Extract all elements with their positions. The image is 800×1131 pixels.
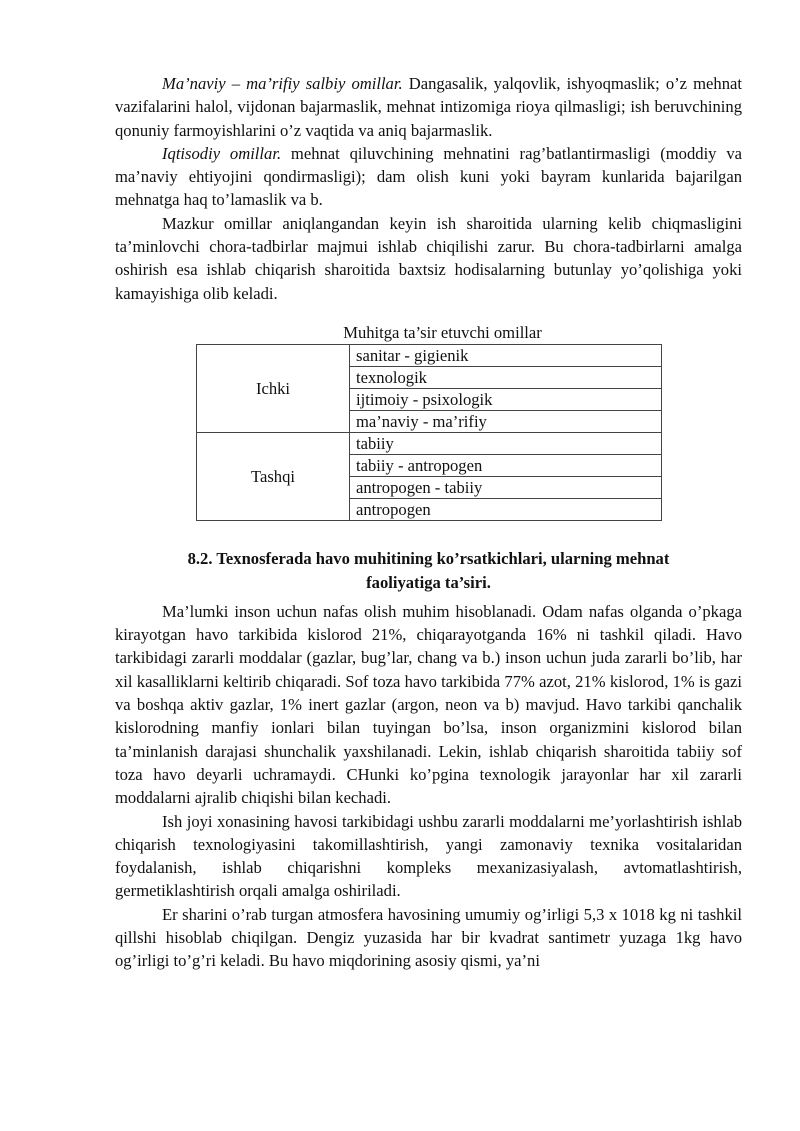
paragraph-moral-factors xyxy=(115,72,742,142)
paragraph-breathing: Ma’lumki inson uchun nafas olish muhim hisoblanadi. Odam nafas olganda o’pkaga kirayotgan havo tarkibida kislorod 21%, chiqarayotganda 16% ni tashkil qiladi. Havo tarkibidagi zararli moddalar (gazlar, bug’lar, chang va b.) inson uchun juda zararli bo’lib, har xil kasalliklarni keltirib chiqaradi. Sof toza havo tarkibida 77% azot, 21% kislorod, 1% is gazi va boshqa aktiv gazlar, 1% inert gazlar (argon, neon va b) mavjud. Havo tarkibi qanchalik kislorodning manfiy ionlari bilan tuyingan bo’lsa, inson organizmini kislorod bilan ta’minlanish darajasi shunchalik yaxshilanadi. Lekin, ishlab chiqarish sharoitida tabiiy sof toza havo deyarli uchramaydi. CHunki ko’pgina texnologik jarayonlar har xil zararli moddalarni ajralib chiqishi bilan kechadi. xyxy=(115,601,742,808)
table-cell: ijtimoiy - psixologik xyxy=(350,389,662,411)
paragraph-atmosphere: Er sharini o’rab turgan atmosfera havosining umumiy og’irligi 5,3 x 1018 kg ni tashkil qillshi hisoblab chiqilgan. Dengiz yuzasida har bir kvadrat santimetr yuzaga 1kg havo og’irligi to’g’ri keladi. Bu havo miqdorining asosiy qismi, ya’ni xyxy=(115,904,742,971)
table-cell: antropogen xyxy=(350,499,662,521)
paragraph-text: Mazkur omillar aniqlangandan keyin ish sharoitida ularning kelib chiqmasligini ta’minlovchi chora-tadbirlar majmui ishlab chiqilishi zarur. Bu chora-tadbirlarni amalga oshirish esa ishlab chiqarish sharoitida baxtsiz hodisalarning butunlay yo’qolishiga yoki kamayishiga olib keladi. xyxy=(115,213,742,303)
paragraph-text: mehnat qiluvchining mehnatini rag’batlantirmasligi (moddiy va ma’naviy ehtiyojini qondirmasligi); dam olish kuni yoki bayram kunlarida bajarilgan mehnatga haq to’lamaslik va b. xyxy=(115,143,742,210)
section-number: 8.2. xyxy=(187,549,213,569)
section-title-line1: Texnosferada havo muhitining ko’rsatkichlari, ularning mehnat xyxy=(216,549,670,569)
section-heading xyxy=(115,547,742,594)
table-cell: texnologik xyxy=(350,367,662,389)
table-cell: tabiiy xyxy=(350,433,662,455)
table-cell: sanitar - gigienik xyxy=(350,345,662,367)
paragraph-measures xyxy=(115,212,742,305)
table-row xyxy=(197,433,662,455)
table-caption: Muhitga ta’sir etuvchi omillar xyxy=(343,322,542,342)
term-economic-factors: Iqtisodiy omillar. xyxy=(162,143,282,163)
section-title-line2: faoliyatiga ta’siri. xyxy=(366,572,491,592)
table-cell: antropogen - tabiiy xyxy=(350,477,662,499)
paragraph-normalization: Ish joyi xonasining havosi tarkibidagi ushbu zararli moddalarni me’yorlashtirish ishlab chiqarish texnologiyasini takomillashtirish, yangi zamonaviy texnika vositalaridan foydalanish, ishlab chiqarishni kompleks mexanizasiyalash, avtomatlashtirish, germetiklashtirish orqali amalga oshiriladi. xyxy=(115,811,742,901)
term-moral-factors: Ma’naviy – ma’rifiy salbiy omillar. xyxy=(162,74,403,93)
factors-table xyxy=(196,344,662,521)
paragraph-text: Dangasalik, yalqovlik, ishyoqmaslik; o’z mehnat vazifalarini halol, vijdonan bajarmaslik, mehnat intizomiga rioya qilmasligi; ish beruvchining qonuniy farmoyishlarini o’z vaqtida va aniq bajarmaslik. xyxy=(115,74,742,140)
table-row xyxy=(197,345,662,367)
paragraph-economic-factors xyxy=(115,142,742,212)
section-body xyxy=(115,600,742,973)
table-cell: tabiiy - antropogen xyxy=(350,455,662,477)
table-cell: ma’naviy - ma’rifiy xyxy=(350,411,662,433)
group-cell-external: Tashqi xyxy=(197,433,350,521)
group-cell-internal: Ichki xyxy=(197,345,350,433)
document-page xyxy=(115,72,742,973)
